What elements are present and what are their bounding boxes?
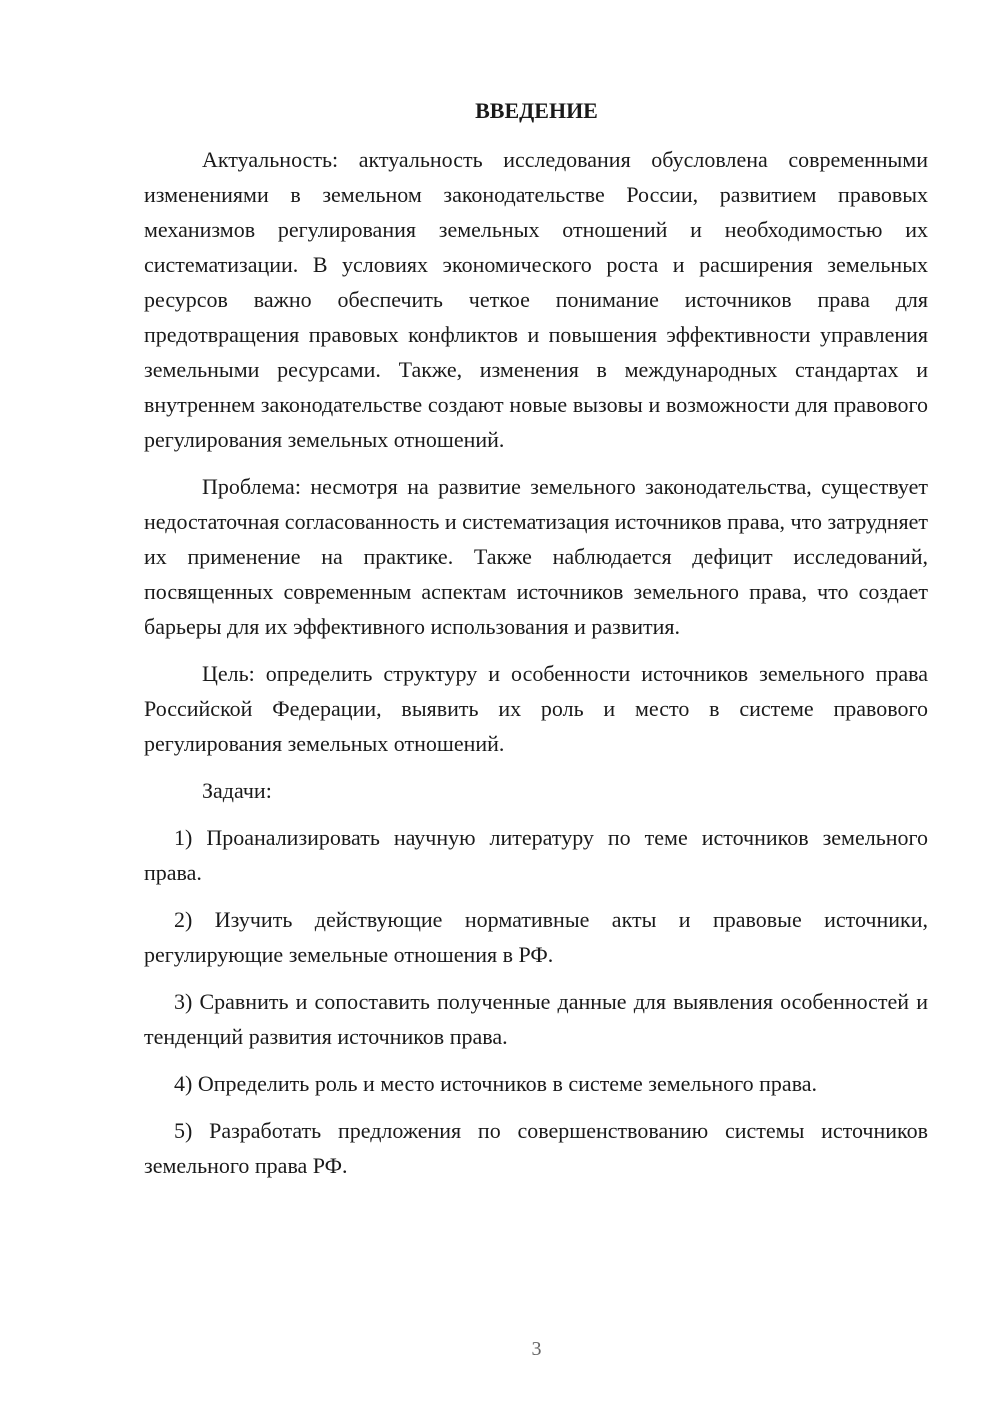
- paragraph-tasks-heading: Задачи:: [202, 778, 272, 803]
- paragraph-goal: Цель: определить структуру и особенности источников земельного права Российской Федерации, выявить их роль и место в системе правового регулирования земельных отношений.: [144, 661, 928, 756]
- task-item: 5) Разработать предложения по совершенствованию системы источников земельного права РФ.: [144, 1118, 928, 1178]
- paragraph-relevance: Актуальность: актуальность исследования обусловлена современными изменениями в земельном законодательстве России, развитием правовых механизмов регулирования земельных отношений и необходимостью их систематизации. В условиях экономического роста и расширения земельных ресурсов важно обеспечить четкое понимание источников права для предотвращения правовых конфликтов и повышения эффективности управления земельными ресурсами. Также, изменения в международных стандартах и внутреннем законодательстве создают новые вызовы и возможности для правового регулирования земельных отношений.: [144, 147, 928, 452]
- task-item: 2) Изучить действующие нормативные акты и правовые источники, регулирующие земельные отношения в РФ.: [144, 907, 928, 967]
- task-item: 1) Проанализировать научную литературу по теме источников земельного права.: [144, 825, 928, 885]
- page-title: ВВЕДЕНИЕ: [475, 98, 598, 123]
- paragraph-problem: Проблема: несмотря на развитие земельного законодательства, существует недостаточная согласованность и систематизация источников права, что затрудняет их применение на практике. Также наблюдается дефицит исследований, посвященных современным аспектам источников земельного права, что создает барьеры для их эффективного использования и развития.: [144, 474, 928, 639]
- task-item: 3) Сравнить и сопоставить полученные данные для выявления особенностей и тенденций развития источников права.: [144, 989, 928, 1049]
- page-number: 3: [531, 1338, 542, 1360]
- task-item: 4) Определить роль и место источников в системе земельного права.: [174, 1071, 818, 1096]
- document-body: [144, 142, 928, 1195]
